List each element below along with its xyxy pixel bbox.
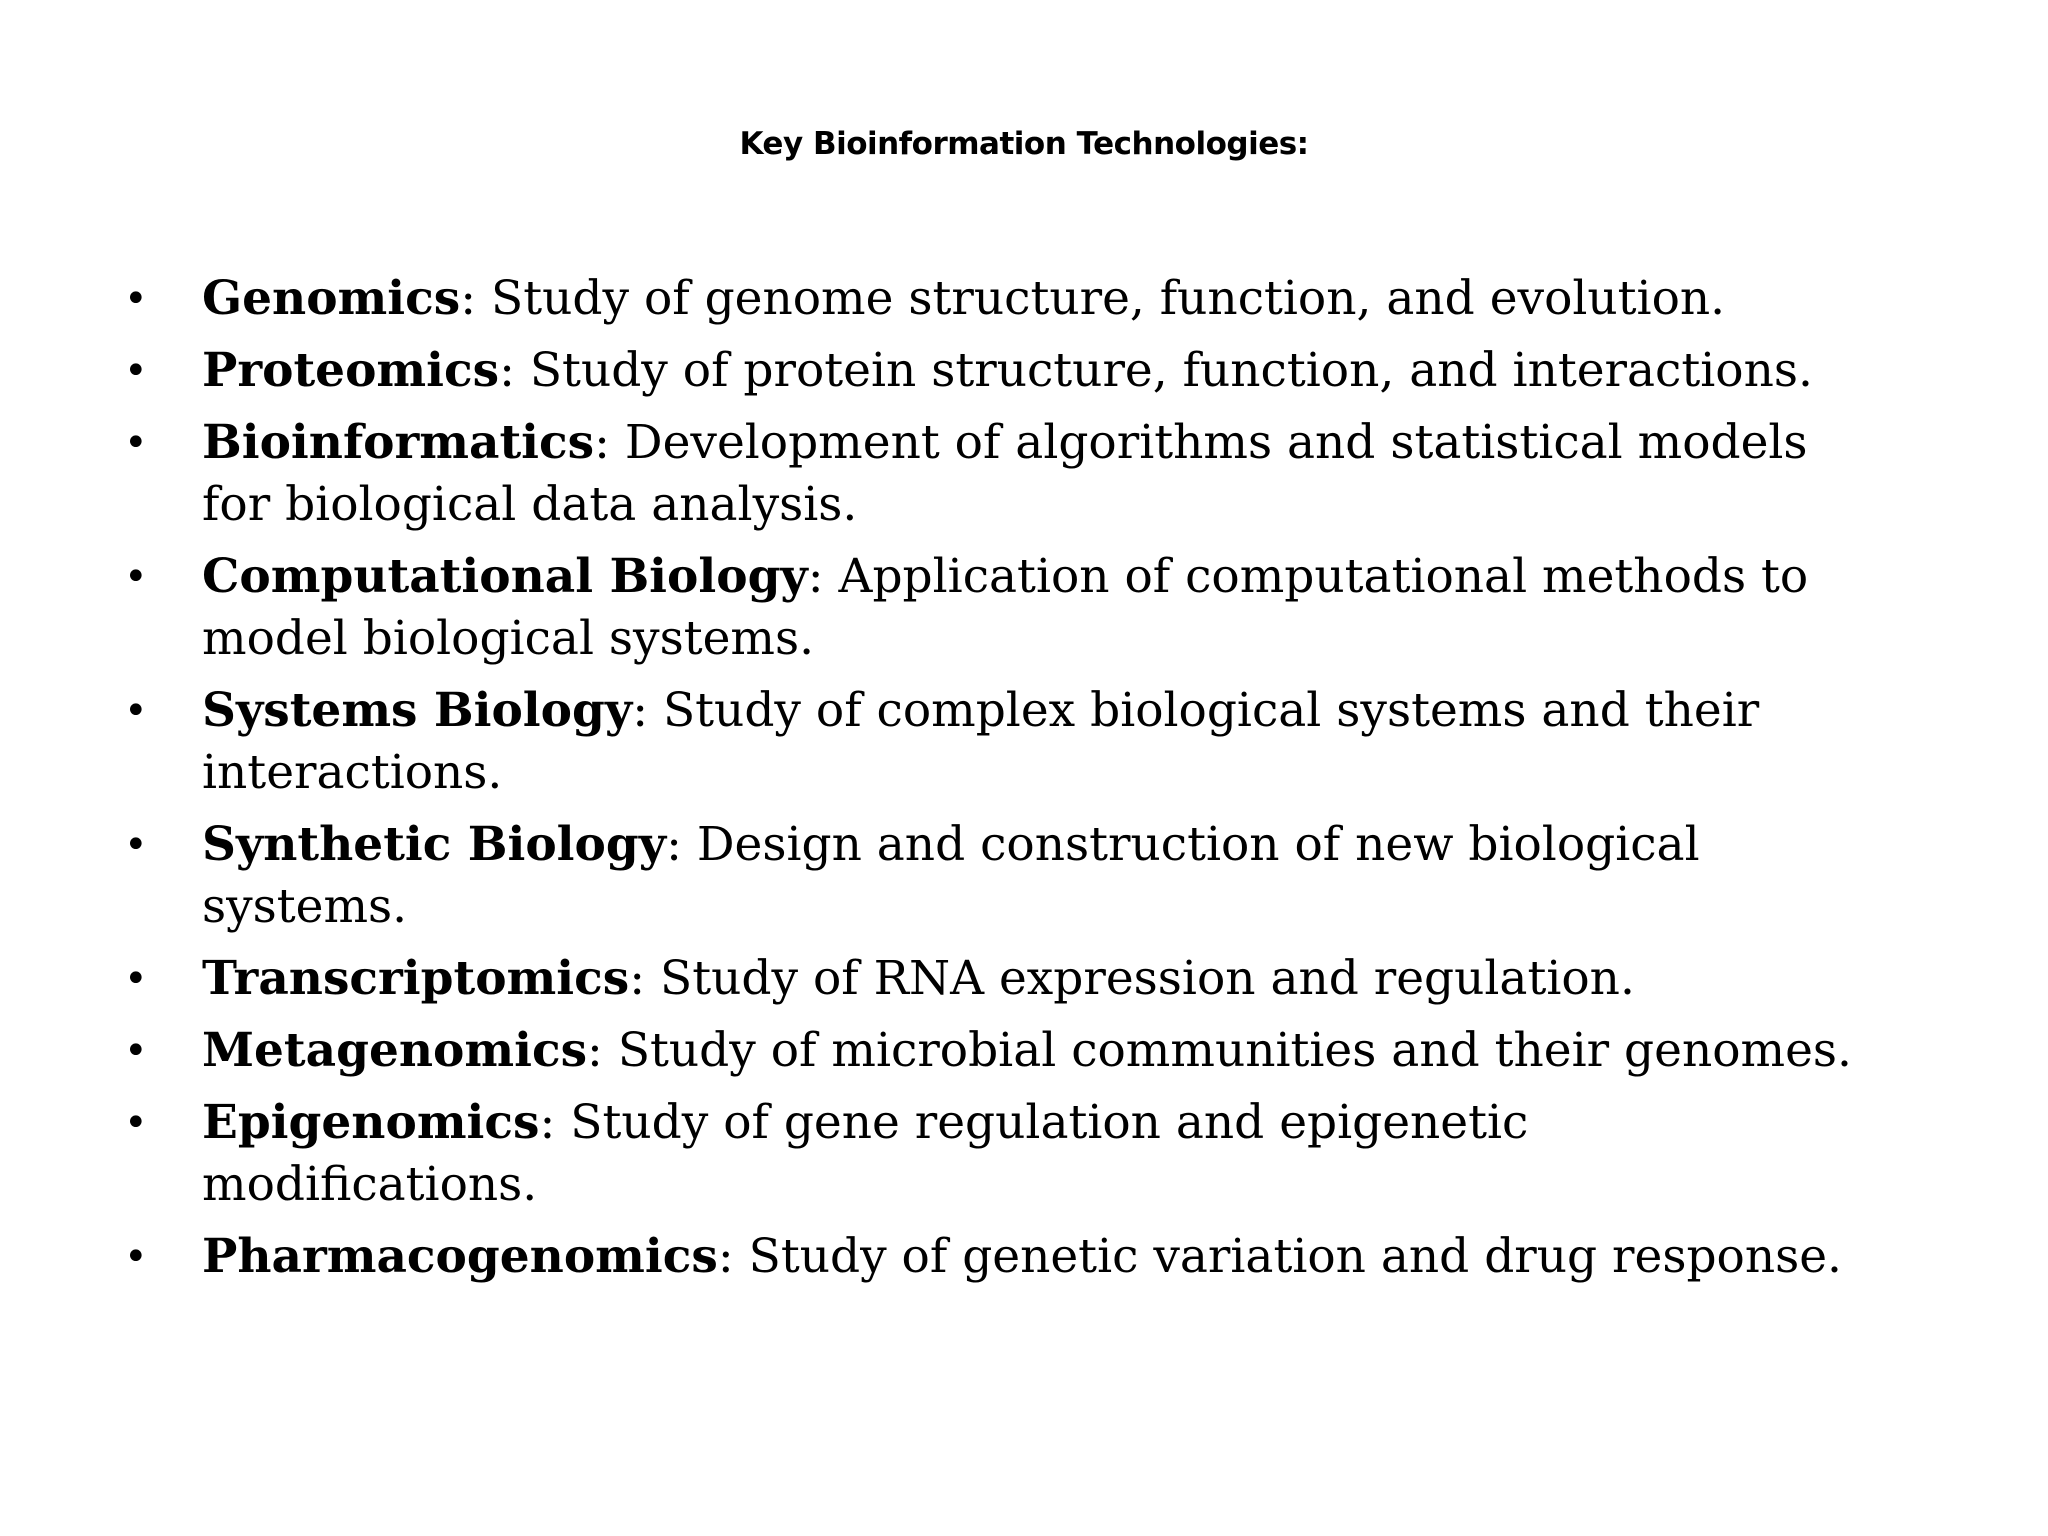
bullet-icon: • [124, 348, 148, 394]
bullet-list [0, 268, 2048, 1298]
bullet-icon: • [124, 822, 148, 868]
term-separator: : [807, 549, 824, 604]
list-item-proteomics [0, 340, 2048, 402]
term-description: Design and construction of new biological systems. [202, 817, 1700, 934]
term-separator: : [717, 1229, 734, 1284]
term-separator: : [539, 1095, 556, 1150]
term-label: Bioinformatics [202, 415, 595, 470]
term-separator: : [460, 271, 477, 326]
list-item-systems-biology [0, 680, 1905, 804]
bullet-icon: • [124, 1100, 148, 1146]
list-item-bioinformatics [0, 412, 1905, 536]
term-label: Proteomics [202, 343, 500, 398]
term-description: Study of genetic variation and drug response. [733, 1229, 1842, 1284]
term-description: Study of complex biological systems and their interactions. [202, 683, 1760, 800]
list-item-epigenomics [0, 1092, 1640, 1216]
list-item-metagenomics [0, 1020, 2048, 1082]
term-label: Metagenomics [202, 1023, 588, 1078]
term-label: Epigenomics [202, 1095, 540, 1150]
term-label: Synthetic Biology [202, 817, 667, 872]
term-separator: : [594, 415, 610, 470]
bullet-icon: • [124, 554, 148, 600]
term-description: Application of computational methods to model biological systems. [202, 549, 1809, 666]
term-label: Systems Biology [202, 683, 633, 738]
list-item-synthetic-biology [0, 814, 1905, 938]
bullet-icon: • [124, 1234, 148, 1280]
bullet-icon: • [124, 420, 148, 466]
term-description: Study of gene regulation and epigenetic modifications. [202, 1095, 1529, 1212]
term-separator: : [666, 817, 682, 872]
term-separator: : [629, 951, 646, 1006]
bullet-icon: • [124, 956, 148, 1002]
list-item-pharmacogenomics [0, 1226, 2048, 1288]
term-description: Study of protein structure, function, and interactions. [514, 343, 1813, 398]
term-description: Study of RNA expression and regulation. [645, 951, 1635, 1006]
term-separator: : [632, 683, 649, 738]
term-label: Computational Biology [202, 549, 808, 604]
term-description: Study of genome structure, function, and evolution. [476, 271, 1726, 326]
term-description: Study of microbial communities and their genomes. [602, 1023, 1852, 1078]
term-separator: : [499, 343, 515, 398]
term-label: Pharmacogenomics [202, 1229, 718, 1284]
bullet-icon: • [124, 1028, 148, 1074]
slide-title: Key Bioinformation Technologies: [739, 126, 1309, 162]
term-label: Genomics [202, 271, 461, 326]
list-item-transcriptomics [0, 948, 2048, 1010]
bullet-icon: • [124, 276, 148, 322]
term-label: Transcriptomics [202, 951, 630, 1006]
term-separator: : [587, 1023, 603, 1078]
bullet-icon: • [124, 688, 148, 734]
list-item-genomics [0, 268, 2048, 330]
list-item-computational-biology [0, 546, 1905, 670]
term-description: Development of algorithms and statistical models for biological data analysis. [202, 415, 1808, 532]
